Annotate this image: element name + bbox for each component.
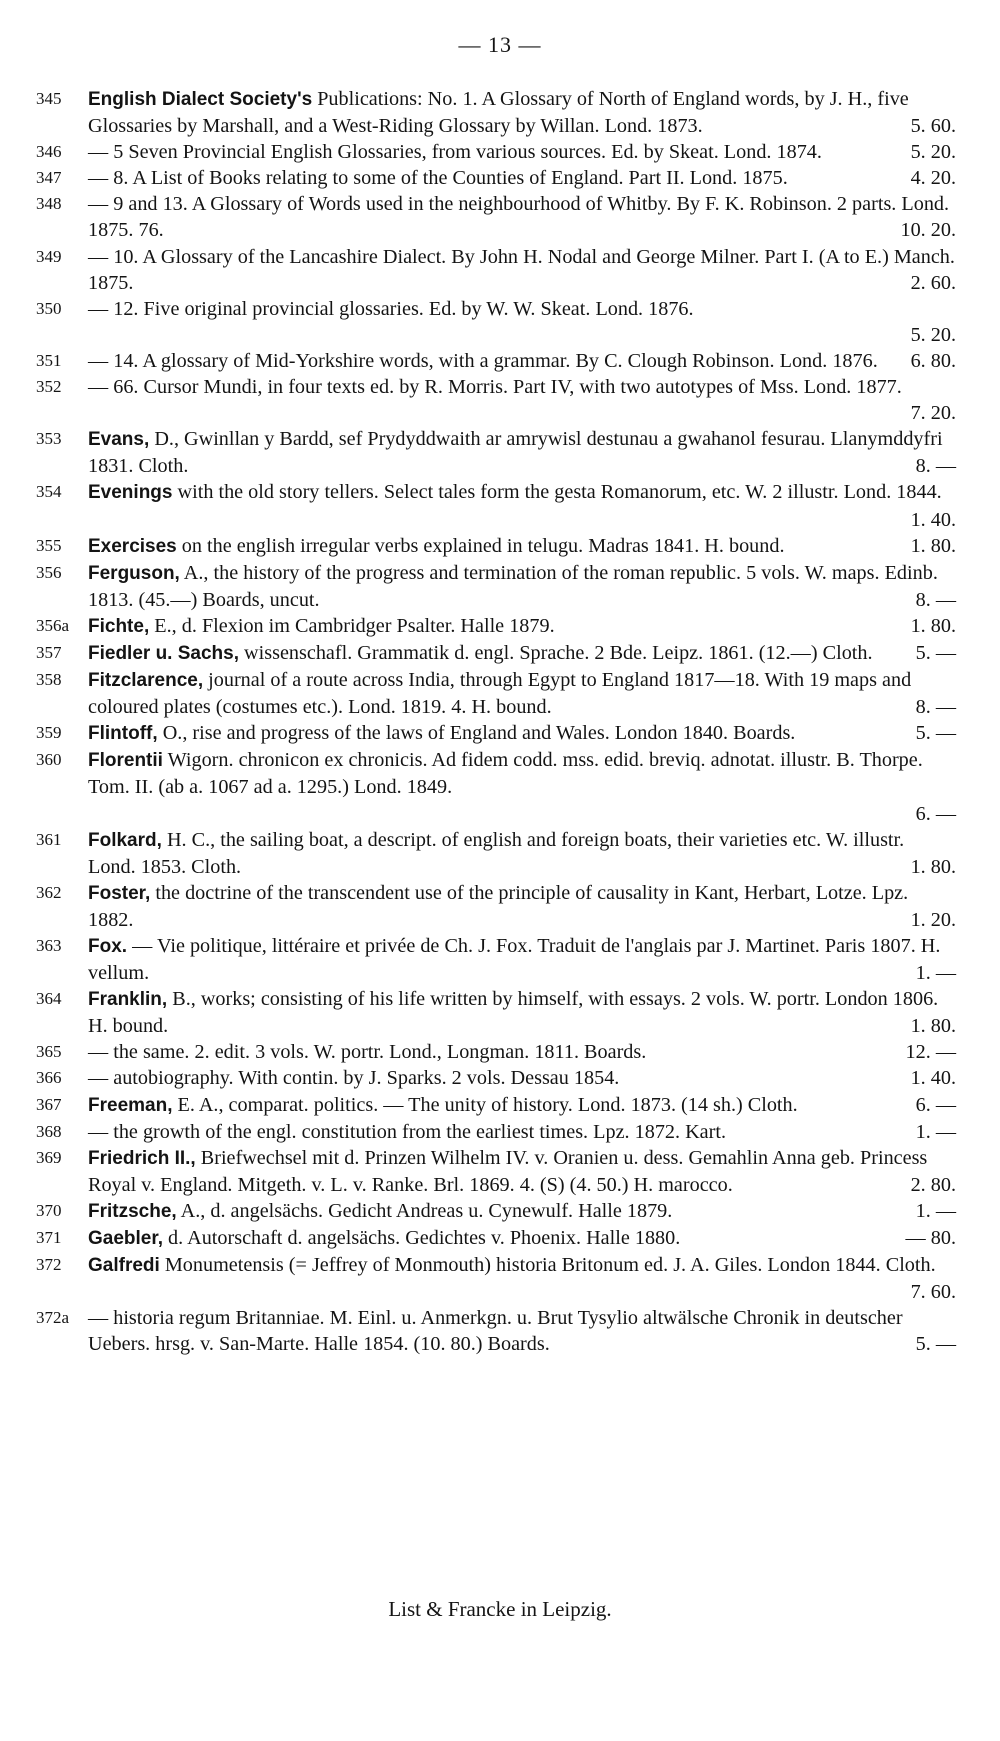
- entry-body: [88, 298, 694, 320]
- entry-heading: Fitzclarence,: [88, 670, 204, 692]
- entry-body: [88, 881, 956, 931]
- entry-text: Publications: No. 1. A Glossary of North of England words, by J. H., five Glossaries by Marshall, and a West-Riding Glossary by Willan. Lond. 1873.: [88, 88, 909, 138]
- entry-number: 355: [36, 535, 62, 555]
- entry-price: 6. —: [915, 802, 956, 825]
- entry-price: 1. 80.: [910, 534, 956, 557]
- entry-number: 347: [36, 168, 62, 188]
- entry-number: 356: [36, 562, 62, 582]
- entry-number: 370: [36, 1200, 62, 1220]
- catalog-entry: [36, 296, 956, 348]
- entry-text: Monumetensis (= Jeffrey of Monmouth) historia Britonum ed. J. A. Giles. London 1844. Cloth.: [164, 1254, 936, 1277]
- entry-number: 362: [36, 882, 62, 902]
- catalog-entry: [36, 880, 956, 933]
- entry-body: [88, 1067, 956, 1090]
- entry-price: 1. 40.: [910, 1067, 956, 1090]
- entry-continuation: — the same.: [88, 1041, 189, 1063]
- catalog-entry: [36, 1198, 956, 1225]
- entry-body: [88, 428, 956, 478]
- entry-body: [88, 1146, 956, 1196]
- entry-price: 7. 60.: [910, 1281, 956, 1304]
- entry-body: [88, 1199, 956, 1222]
- entry-price: 5. 60.: [910, 115, 956, 138]
- entry-body: [88, 935, 956, 985]
- catalog-entry: [36, 348, 956, 374]
- entry-text: of the engl. constitution from the earliest times. Lpz. 1872. Kart.: [205, 1120, 727, 1143]
- entry-text: on the english irregular verbs explained in telugu. Madras 1841. H. bound.: [181, 534, 785, 557]
- entry-body: [88, 641, 956, 664]
- entry-text: journal of a route across India, through Egypt to England 1817—18. With 19 maps and coloured plates (costumes etc.). Lond. 1819. 4. H. bound.: [88, 669, 912, 719]
- entry-text: A., the history of the progress and termination of the roman republic. 5 vols. W. maps. Edinb. 1813. (45.—) Boards, uncut.: [88, 561, 938, 611]
- entry-continuation: — 8.: [88, 167, 128, 189]
- entry-body: [88, 722, 956, 745]
- entry-text: Five original provincial glossaries. Ed. by W. W. Skeat. Lond. 1876.: [143, 297, 694, 320]
- entry-number: 369: [36, 1147, 62, 1167]
- catalog-entry: [36, 1145, 956, 1198]
- entry-price: 12. —: [905, 1041, 956, 1064]
- catalog-entry: [36, 374, 956, 426]
- entry-heading: Fiedler u. Sachs,: [88, 642, 239, 664]
- entry-number: 349: [36, 246, 62, 266]
- catalog-entry: [36, 86, 956, 139]
- entry-number: 358: [36, 670, 62, 690]
- entry-price: 8. —: [915, 455, 956, 478]
- entry-number: 346: [36, 142, 62, 162]
- entry-number: 368: [36, 1121, 62, 1141]
- entry-number: 364: [36, 989, 62, 1009]
- entry-number: 371: [36, 1228, 62, 1248]
- catalog-entry: [36, 986, 956, 1039]
- catalog-entry: [36, 479, 956, 532]
- entry-text: Wigorn. chronicon ex chronicis. Ad fidem codd. mss. edid. breviq. adnotat. illustr. B. Thorpe. Tom. II. (ab a. 1067 ad a. 1295.) Lond. 1849.: [88, 749, 923, 799]
- entry-price: 2. 80.: [910, 1173, 956, 1196]
- entry-price: 5. —: [915, 1333, 956, 1356]
- entry-price: 10. 20.: [900, 219, 956, 242]
- catalog-entry: [36, 165, 956, 191]
- entry-number: 348: [36, 194, 62, 214]
- entry-number: 367: [36, 1094, 62, 1114]
- catalog-entry: [36, 244, 956, 296]
- catalog-entry: [36, 640, 956, 667]
- entry-number: 372a: [36, 1308, 70, 1328]
- entry-body: [88, 1227, 956, 1250]
- entry-heading: Franklin,: [88, 989, 168, 1011]
- entry-number: 350: [36, 298, 62, 318]
- entry-text: With contin. by J. Sparks. 2 vols. Dessau 1854.: [238, 1067, 620, 1090]
- catalog-entry: [36, 1119, 956, 1145]
- entry-price: 8. —: [915, 588, 956, 611]
- catalog-entry: [36, 747, 956, 826]
- entry-body: [88, 481, 956, 531]
- entry-price: 7. 20.: [910, 402, 956, 425]
- catalog-entry: [36, 1252, 956, 1305]
- catalog-entry: [36, 1039, 956, 1065]
- entry-price: 1. 80.: [910, 614, 956, 637]
- entry-body: [88, 614, 956, 637]
- entry-number: 365: [36, 1042, 62, 1062]
- entry-body: [88, 561, 956, 611]
- entry-number: 372: [36, 1255, 62, 1275]
- entry-heading: Fox.: [88, 936, 128, 957]
- entry-number: 352: [36, 377, 62, 397]
- entry-price: 1. 40.: [910, 508, 956, 531]
- catalog-entry: [36, 139, 956, 165]
- entry-text: D., Gwinllan y Bardd, sef Prydyddwaith ar amrywisl destunau a gwahanol fesurau. Llanymddyfri 1831. Cloth.: [88, 428, 943, 478]
- entry-number: 360: [36, 750, 62, 770]
- entry-continuation: — 66.: [88, 376, 138, 398]
- catalog-entry: [36, 933, 956, 986]
- entry-text: with the old story tellers. Select tales form the gesta Romanorum, etc. W. 2 illustr. Lond. 1844.: [177, 481, 942, 504]
- entry-continuation: — 14.: [88, 350, 138, 372]
- entry-text: A Glossary of Words used in the neighbourhood of Whitby. By F. K. Robinson. 2 parts. Lond. 1875. 76.: [88, 193, 950, 242]
- entry-body: [88, 669, 956, 719]
- catalog-entry: [36, 1092, 956, 1119]
- entry-continuation: — 10.: [88, 246, 138, 268]
- entry-price: 5. —: [915, 641, 956, 664]
- entry-text: H. C., the sailing boat, a descript. of english and foreign boats, their varieties etc. W. illustr. Lond. 1853. Cloth.: [88, 828, 905, 878]
- entry-number: 363: [36, 936, 62, 955]
- catalog-entry: [36, 533, 956, 560]
- entry-number: 361: [36, 829, 62, 849]
- entry-heading: Ferguson,: [88, 562, 180, 584]
- entry-body: [88, 376, 956, 425]
- entry-heading: Evenings: [88, 482, 173, 504]
- catalog-entry: [36, 191, 956, 243]
- entry-body: [88, 534, 956, 557]
- entry-number: 351: [36, 350, 62, 370]
- catalog-entry: [36, 613, 956, 640]
- entry-continuation: — 12.: [88, 298, 138, 320]
- entry-text: 2. edit. 3 vols. W. portr. Lond., Longman. 1811. Boards.: [194, 1041, 647, 1064]
- entry-body: [88, 246, 955, 294]
- entry-text: A glossary of Mid-Yorkshire words, with a grammar. By C. Clough Robinson. Lond. 1876.: [142, 349, 878, 372]
- entry-body: [88, 193, 956, 242]
- entry-number: 354: [36, 482, 62, 502]
- catalog-entry: [36, 1305, 956, 1357]
- entry-continuation: — 9 and 13.: [88, 193, 188, 215]
- entry-price: 5. —: [915, 722, 956, 745]
- entry-heading: Florentii: [88, 750, 163, 772]
- entry-text: d. Autorschaft d. angelsächs. Gedichtes v. Phoenix. Halle 1880.: [168, 1227, 681, 1250]
- entry-continuation: — historia: [88, 1307, 174, 1329]
- entry-body: [88, 88, 956, 138]
- entry-body: [88, 141, 956, 164]
- entry-price: 6. 80.: [910, 349, 956, 372]
- entry-continuation: — autobiography.: [88, 1067, 234, 1089]
- entry-text: A List of Books relating to some of the Counties of England. Part II. Lond. 1875.: [132, 167, 788, 190]
- catalog-entry: [36, 426, 956, 479]
- entry-price: 1. 80.: [910, 855, 956, 878]
- entry-text: E., d. Flexion im Cambridger Psalter. Halle 1879.: [154, 614, 555, 637]
- entry-price: 2. 60.: [910, 271, 956, 294]
- entry-heading: Friedrich II.,: [88, 1147, 196, 1169]
- entry-text: Cursor Mundi, in four texts ed. by R. Morris. Part IV, with two autotypes of Mss. Lond. 1877.: [143, 376, 902, 399]
- entry-body: [88, 988, 956, 1038]
- catalog-entry: [36, 560, 956, 613]
- entry-price: 1. 80.: [910, 1015, 956, 1038]
- entry-body: [88, 1093, 956, 1116]
- catalog-entry: [36, 1225, 956, 1252]
- entry-body: [88, 167, 956, 190]
- entry-price: 1. 20.: [910, 908, 956, 931]
- entry-price: 6. —: [915, 1093, 956, 1116]
- entry-heading: Flintoff,: [88, 723, 158, 745]
- catalog-entry: [36, 667, 956, 720]
- entry-number: 353: [36, 429, 62, 449]
- entry-heading: Galfredi: [88, 1255, 160, 1277]
- entry-body: [88, 1307, 956, 1356]
- entry-price: 1. —: [915, 1199, 956, 1222]
- entry-text: wissenschafl. Grammatik d. engl. Sprache. 2 Bde. Leipz. 1861. (12.—) Cloth.: [244, 641, 873, 664]
- catalog-entry: [36, 720, 956, 747]
- entry-price: 1. —: [915, 1120, 956, 1143]
- entry-price: 5. 20.: [910, 323, 956, 346]
- entry-text: — Vie politique, littéraire et privée de Ch. J. Fox. Traduit de l'anglais par J. Martinet. Paris 1807. H. vellum.: [88, 935, 941, 985]
- entry-heading: Foster,: [88, 882, 151, 904]
- entry-continuation: — the growth: [88, 1121, 200, 1143]
- entry-number: 359: [36, 723, 62, 743]
- entry-text: regum Britanniae. M. Einl. u. Anmerkgn. u. Brut Tysylio altwälsche Chronik in deutscher Uebers. hrsg. v. San-Marte. Halle 1854. (10. 80.) Boards.: [88, 1307, 903, 1356]
- entry-body: [88, 1254, 956, 1304]
- entry-text: the doctrine of the transcendent use of the principle of causality in Kant, Herbart, Lotze. Lpz. 1882.: [88, 881, 909, 931]
- entry-heading: Evans,: [88, 429, 150, 451]
- entry-body: [88, 828, 956, 878]
- catalog-entries: [36, 86, 956, 1358]
- entry-body: [88, 349, 956, 372]
- publisher-footer: List & Francke in Leipzig.: [388, 1597, 612, 1621]
- entry-text: B., works; consisting of his life written by himself, with essays. 2 vols. W. portr. London 1806. H. bound.: [88, 988, 939, 1038]
- catalog-entry: [36, 827, 956, 880]
- entry-text: A., d. angelsächs. Gedicht Andreas u. Cynewulf. Halle 1879.: [180, 1199, 673, 1222]
- entry-number: 356a: [36, 615, 70, 635]
- entry-heading: English Dialect Society's: [88, 89, 313, 110]
- entry-body: [88, 1120, 956, 1143]
- entry-text: E. A., comparat. politics. — The unity of history. Lond. 1873. (14 sh.) Cloth.: [177, 1093, 798, 1116]
- entry-text: Briefwechsel mit d. Prinzen Wilhelm IV. v. Oranien u. dess. Gemahlin Anna geb. Princess Royal v. England. Mitgeth. v. L. v. Ranke. Brl. 1869. 4. (S) (4. 50.) H. marocco.: [88, 1146, 928, 1196]
- entry-price: — 80.: [905, 1227, 956, 1250]
- entry-number: 345: [36, 89, 62, 108]
- entry-number: 357: [36, 642, 62, 662]
- entry-price: 4. 20.: [910, 167, 956, 190]
- entry-heading: Exercises: [88, 535, 177, 557]
- entry-heading: Gaebler,: [88, 1228, 163, 1250]
- page-number: — 13 —: [458, 32, 542, 57]
- entry-price: 8. —: [915, 696, 956, 719]
- entry-number: 366: [36, 1068, 62, 1088]
- entry-heading: Folkard,: [88, 829, 162, 851]
- entry-body: [88, 749, 923, 798]
- entry-text: A Glossary of the Lancashire Dialect. By John H. Nodal and George Milner. Part I. (A to E.) Manch. 1875.: [88, 245, 955, 294]
- entry-price: 1. —: [915, 962, 956, 985]
- entry-heading: Fritzsche,: [88, 1200, 177, 1222]
- entry-heading: Freeman,: [88, 1094, 173, 1116]
- entry-price: 5. 20.: [910, 141, 956, 164]
- entry-text: Seven Provincial English Glossaries, from various sources. Ed. by Skeat. Lond. 1874.: [128, 141, 822, 164]
- catalog-entry: [36, 1065, 956, 1091]
- entry-heading: Fichte,: [88, 615, 150, 637]
- entry-continuation: — 5: [88, 141, 123, 163]
- entry-body: [88, 1041, 956, 1064]
- entry-text: O., rise and progress of the laws of England and Wales. London 1840. Boards.: [162, 722, 796, 745]
